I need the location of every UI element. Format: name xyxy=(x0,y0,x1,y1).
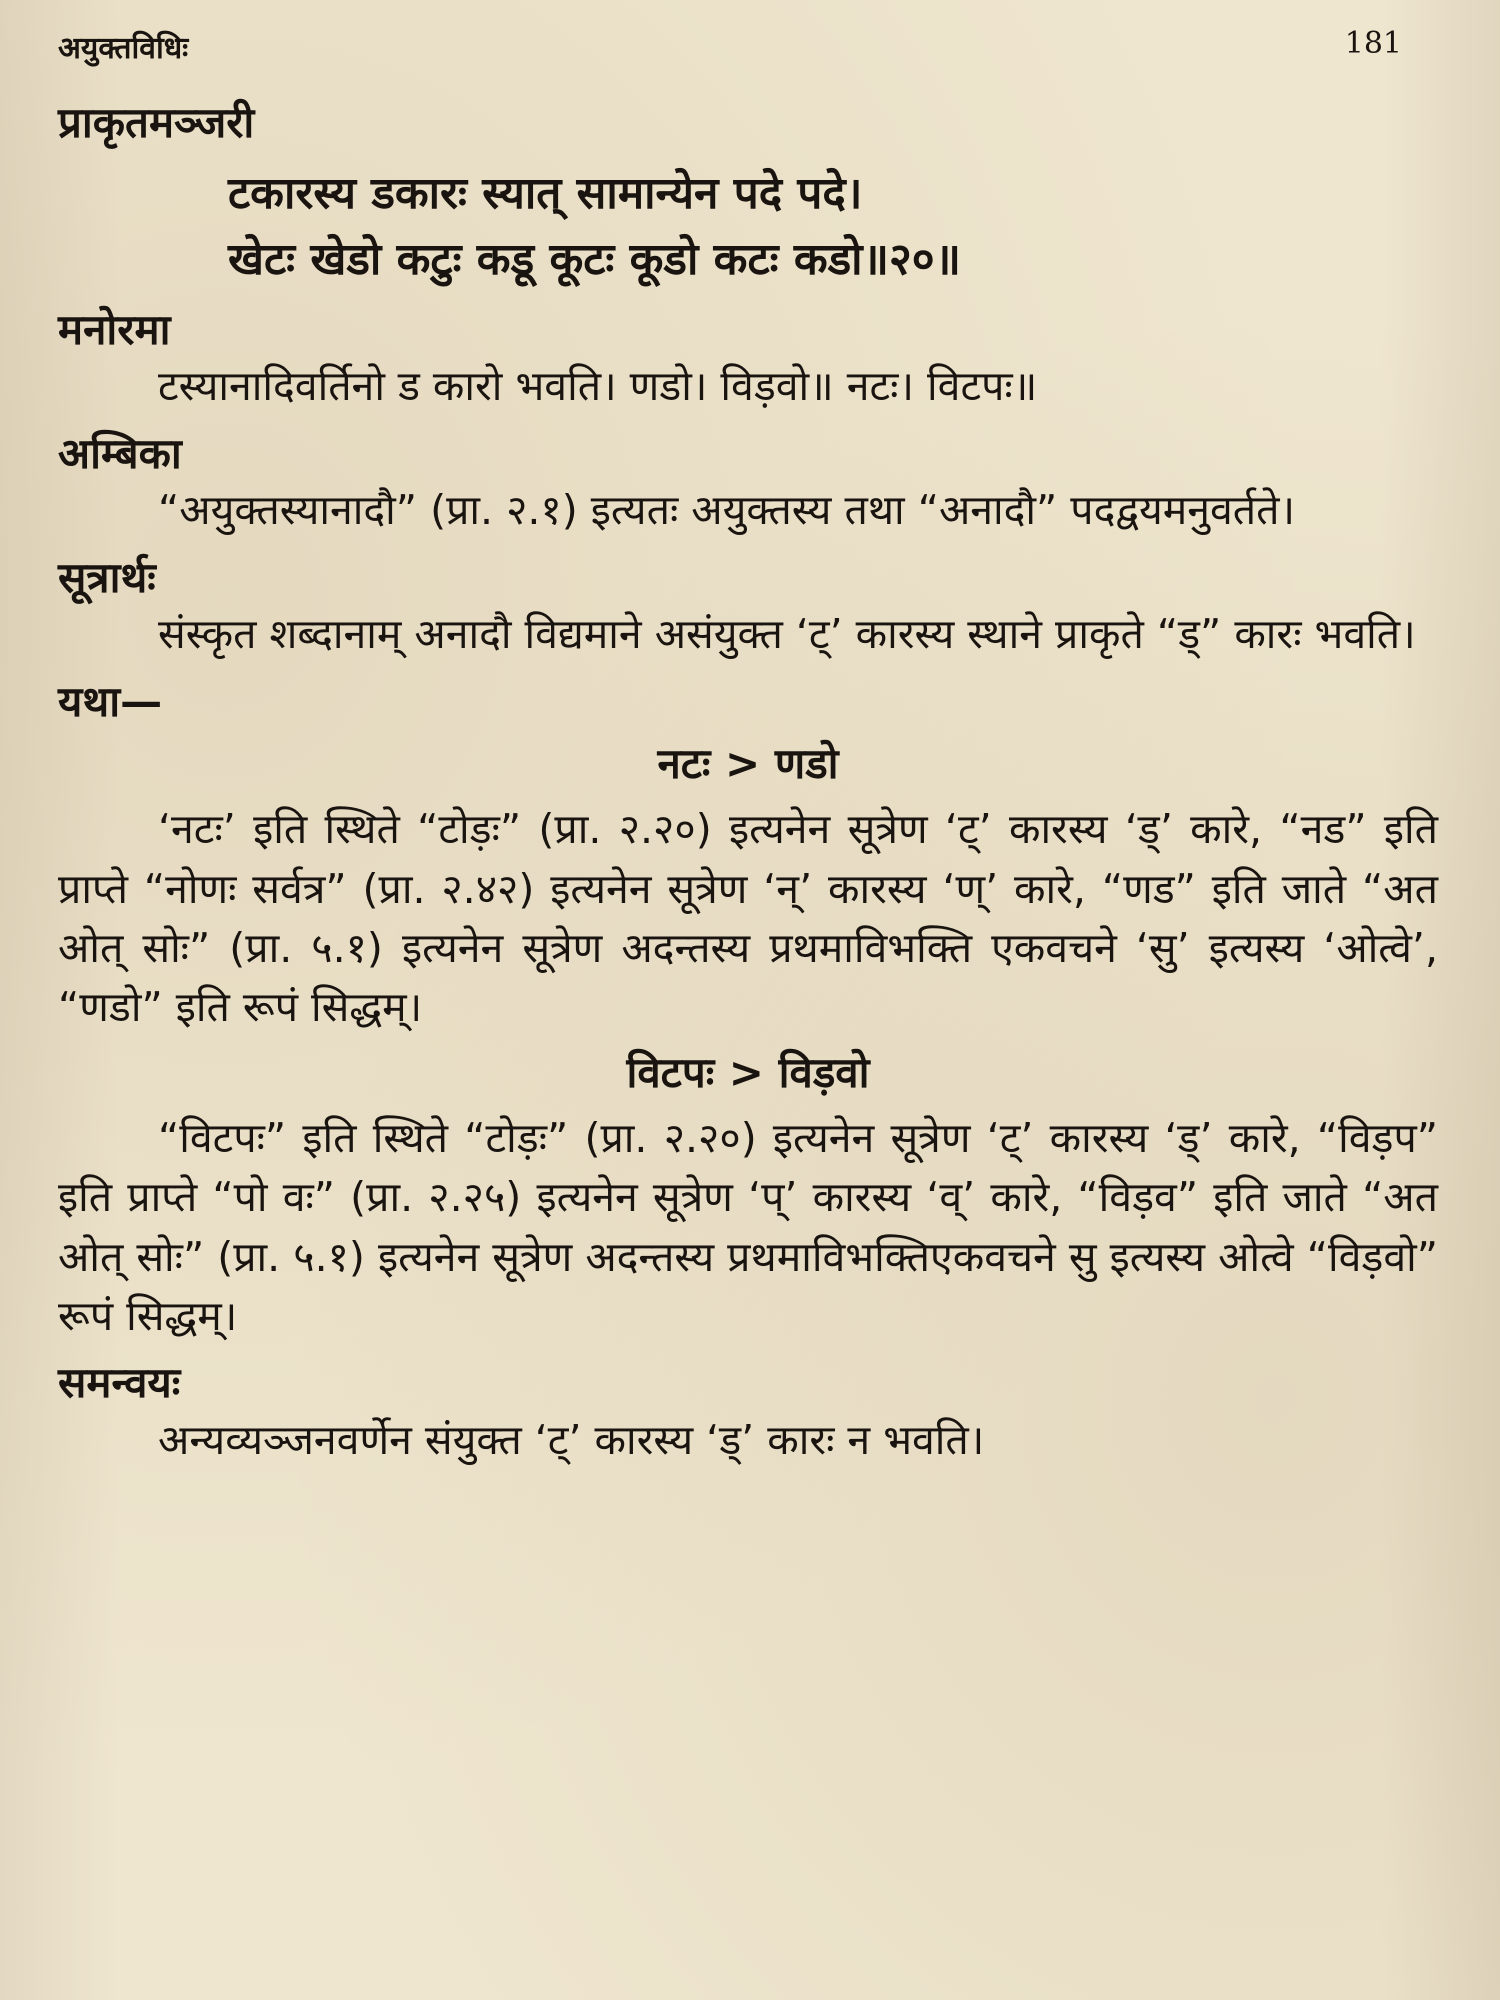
running-title: अयुक्तविधिः xyxy=(58,31,189,66)
page-number: 181 xyxy=(1344,26,1402,61)
heading-samanvaya: समन्वयः xyxy=(58,1358,181,1408)
example-2-text: “विटपः” इति स्थिते “टोड़ः” (प्रा. २.२०) इत्यनेन सूत्रेण ‘ट्’ कारस्य ‘ड्’ कारे, “विड़प” इति प्राप्ते “पो वः” (प्रा. २.२५) इत्यनेन सूत्रेण ‘प्’ कारस्य ‘व्’ कारे, “विड़व” इति जाते “अत ओत् सोः” (प्रा. ५.१) इत्यनेन सूत्रेण अदन्तस्य प्रथमाविभक्तिएकवचने सु इत्यस्य ओत्वे “विड़वो” रूपं सिद्धम्। xyxy=(58,1113,1439,1340)
ambika-text: “अयुक्तस्यानादौ” (प्रा. २.१) इत्यतः अयुक्तस्य तथा “अनादौ” पदद्वयमनुवर्तते। xyxy=(158,486,1296,535)
samanvaya-text: अन्यव्यञ्जनवर्णेन संयुक्त ‘ट्’ कारस्य ‘ड्’ कारः न भवति। xyxy=(158,1415,985,1464)
example-1-title: नटः > णडो xyxy=(657,739,839,789)
running-header xyxy=(58,26,1442,76)
heading-yatha: यथा— xyxy=(58,676,163,726)
sutrartha-text: संस्कृत शब्दानाम् अनादौ विद्यमाने असंयुक्त ‘ट्’ कारस्य स्थाने प्राकृते “ड्” कारः भवति। xyxy=(158,610,1416,659)
heading-sutrartha: सूत्रार्थः xyxy=(58,552,156,602)
heading-manorama: मनोरमा xyxy=(58,304,171,354)
page-content xyxy=(58,96,1438,1470)
verse-line-1: टकारस्य डकारः स्यात् सामान्येन पदे पदे। xyxy=(228,167,863,219)
heading-ambika: अम्बिका xyxy=(58,428,182,478)
example-2-title: विटपः > विड़वो xyxy=(626,1047,870,1097)
heading-prakrita-manjari: प्राकृतमञ्जरी xyxy=(58,98,255,147)
verse-line-2: खेटः खेडो कटुः कडू कूटः कूडो कटः कडो॥२०॥ xyxy=(228,233,962,285)
manorama-text: टस्यानादिवर्तिनो ड कारो भवति। णडो। विड़वो॥ नटः। विटपः॥ xyxy=(158,362,1038,411)
example-1-text: ‘नटः’ इति स्थिते “टोड़ः” (प्रा. २.२०) इत्यनेन सूत्रेण ‘ट्’ कारस्य ‘ड्’ कारे, “नड” इति प्राप्ते “नोणः सर्वत्र” (प्रा. २.४२) इत्यनेन सूत्रेण ‘न्’ कारस्य ‘ण्’ कारे, “णड” इति जाते “अत ओत् सोः” (प्रा. ५.१) इत्यनेन सूत्रेण अदन्तस्य प्रथमाविभक्ति एकवचने ‘सु’ इत्यस्य ‘ओत्वे’, “णडो” इति रूपं सिद्धम्। xyxy=(58,805,1438,1032)
